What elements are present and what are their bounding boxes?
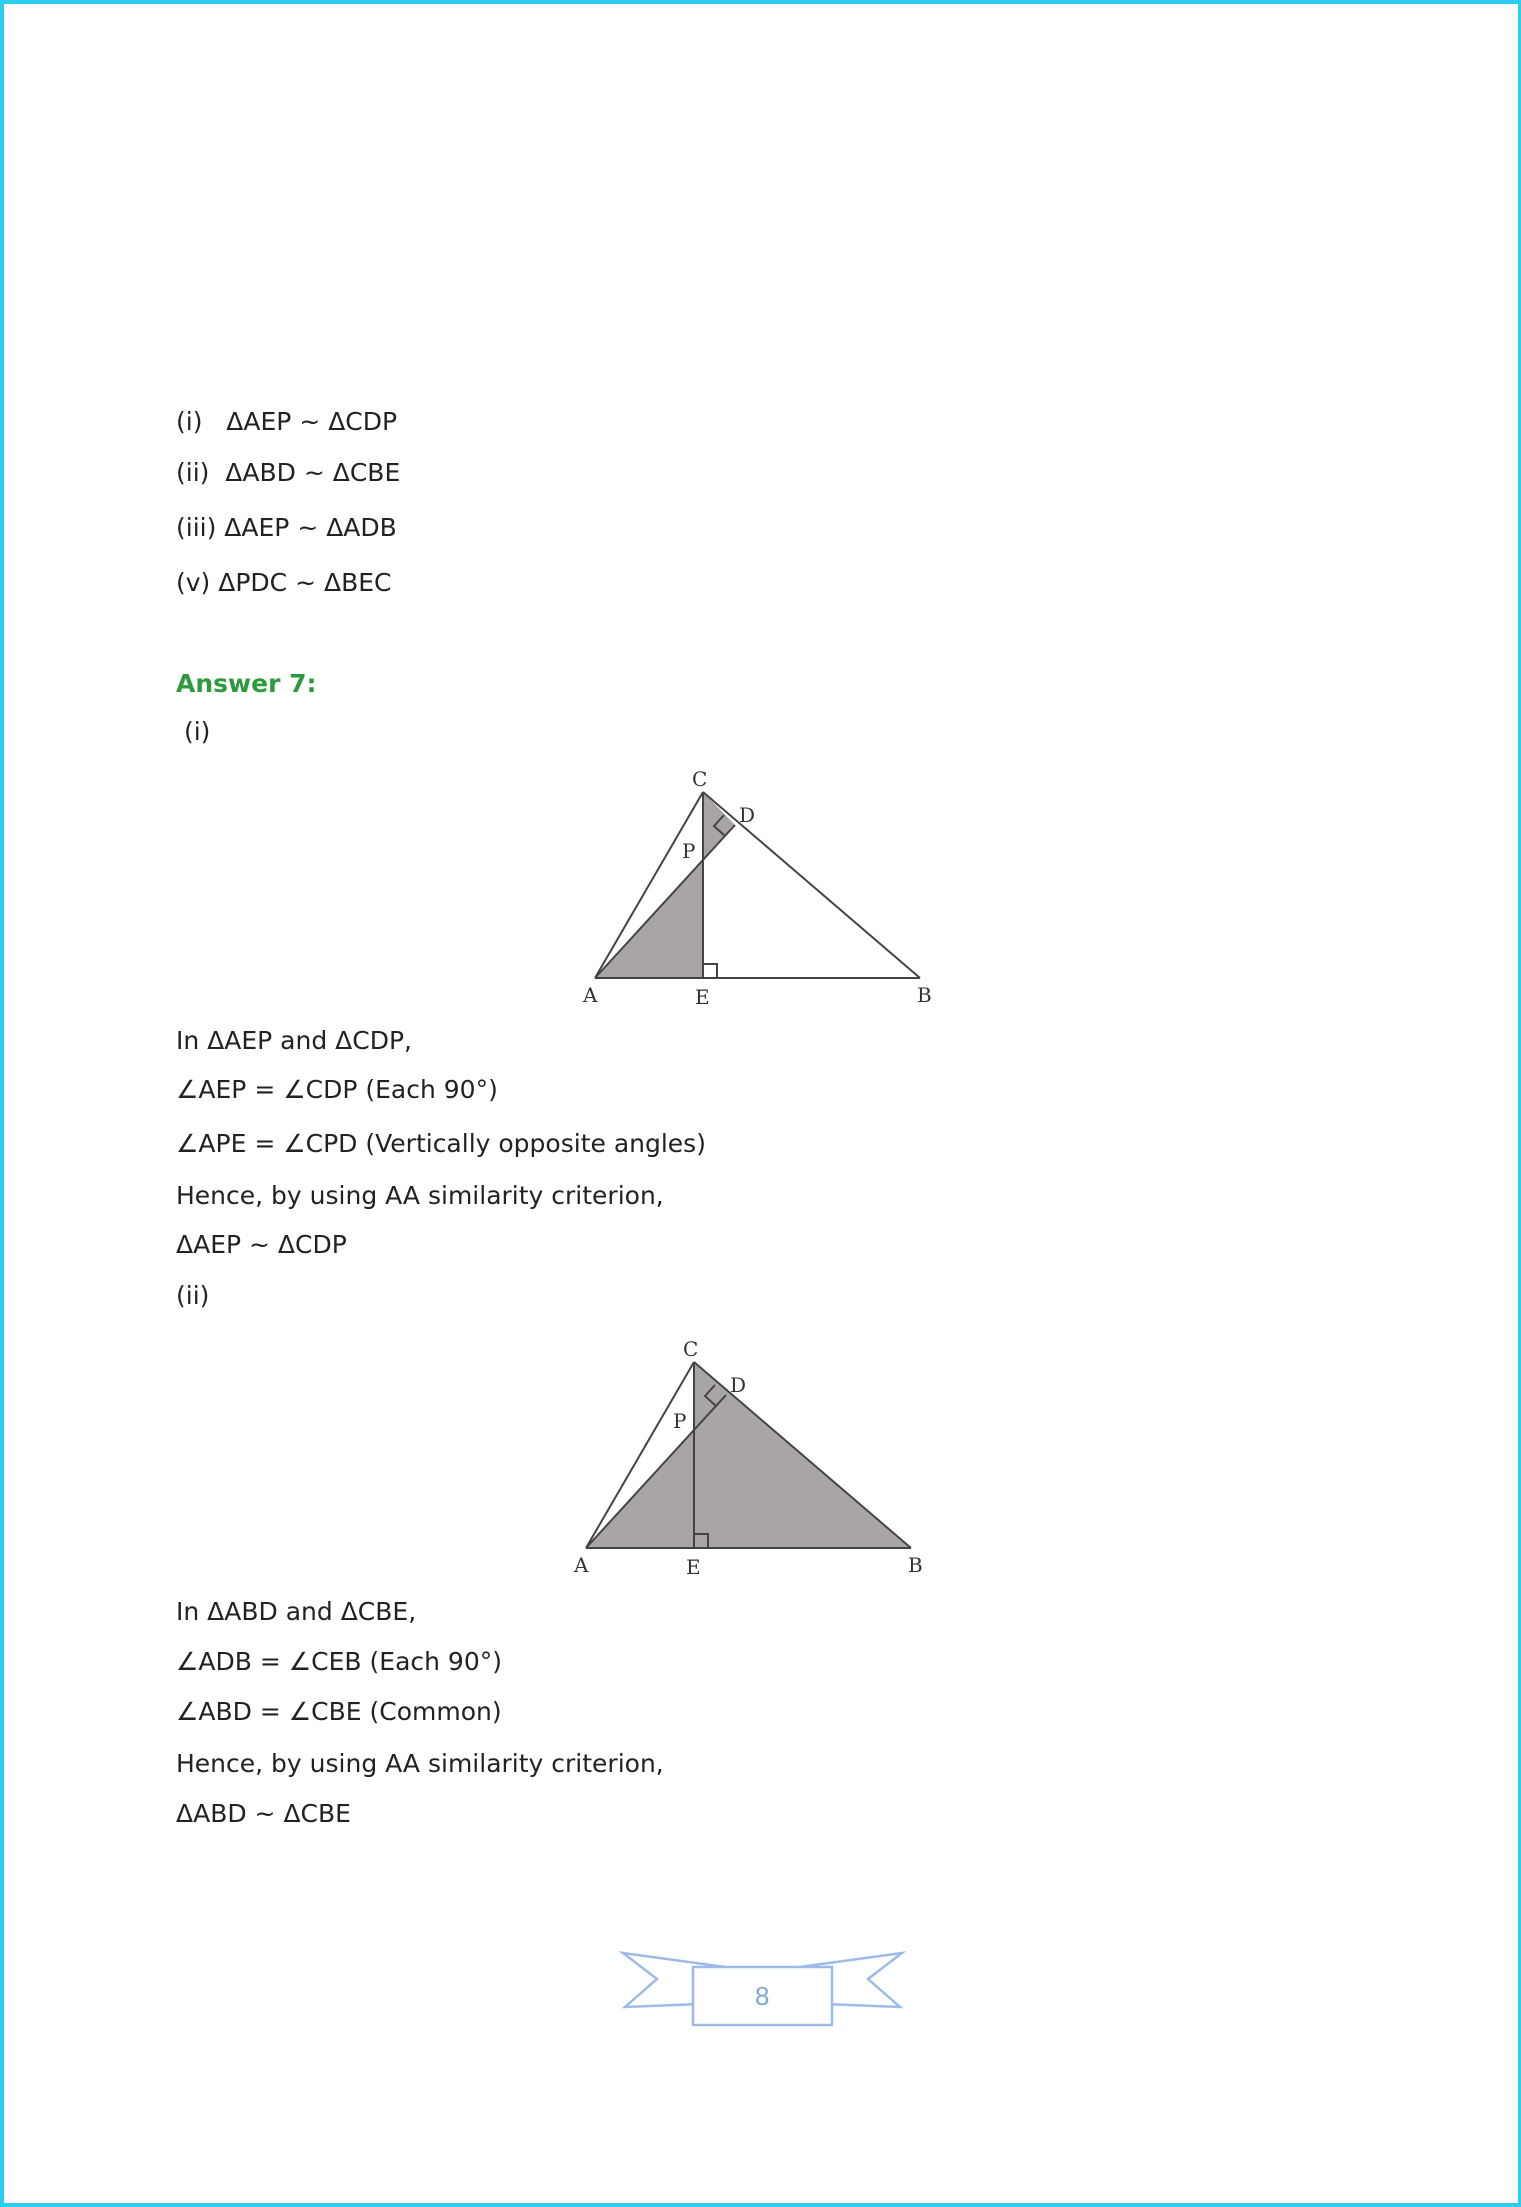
question-part-1: (i) ΔAEP ~ ΔCDP <box>176 407 398 436</box>
question-part-3: (iii) ΔAEP ~ ΔADB <box>176 513 397 542</box>
part2-line-1: In ΔABD and ΔCBE, <box>176 1597 417 1626</box>
label-e: E <box>695 985 710 1009</box>
label-c: C <box>692 767 708 791</box>
label-d: D <box>739 803 756 827</box>
answer-heading: Answer 7: <box>176 669 317 698</box>
part1-line-3: ∠APE = ∠CPD (Vertically opposite angles) <box>176 1129 706 1158</box>
part2-line-5: ΔABD ~ ΔCBE <box>176 1799 351 1828</box>
part1-line-5: ΔAEP ~ ΔCDP <box>176 1230 347 1259</box>
label-a: A <box>574 1553 589 1577</box>
label-d: D <box>730 1373 747 1397</box>
label-a: A <box>583 983 598 1007</box>
shaded-region-abd-cbe <box>586 1362 911 1548</box>
label-p: P <box>673 1409 687 1433</box>
label-p: P <box>682 839 696 863</box>
figure-triangle-abd-cbe <box>568 1332 938 1582</box>
label-b: B <box>917 983 932 1007</box>
figure-triangle-aep-cdp <box>577 762 947 1012</box>
part2-label: (ii) <box>176 1281 210 1310</box>
part1-label: (i) <box>176 717 211 746</box>
shaded-triangle-cdp <box>703 792 735 860</box>
page-number: 8 <box>755 1981 770 2011</box>
part2-line-4: Hence, by using AA similarity criterion, <box>176 1749 664 1778</box>
label-e: E <box>686 1555 701 1579</box>
part1-line-4: Hence, by using AA similarity criterion, <box>176 1181 664 1210</box>
label-c: C <box>683 1337 699 1361</box>
part2-line-2: ∠ADB = ∠CEB (Each 90°) <box>176 1647 502 1676</box>
question-part-5: (v) ΔPDC ~ ΔBEC <box>176 568 392 597</box>
part1-line-2: ∠AEP = ∠CDP (Each 90°) <box>176 1075 498 1104</box>
label-b: B <box>908 1553 923 1577</box>
question-part-2: (ii) ΔABD ~ ΔCBE <box>176 458 401 487</box>
part1-line-1: In ΔAEP and ΔCDP, <box>176 1026 412 1055</box>
page-number-ribbon <box>615 1945 910 2035</box>
part2-line-3: ∠ABD = ∠CBE (Common) <box>176 1697 502 1726</box>
